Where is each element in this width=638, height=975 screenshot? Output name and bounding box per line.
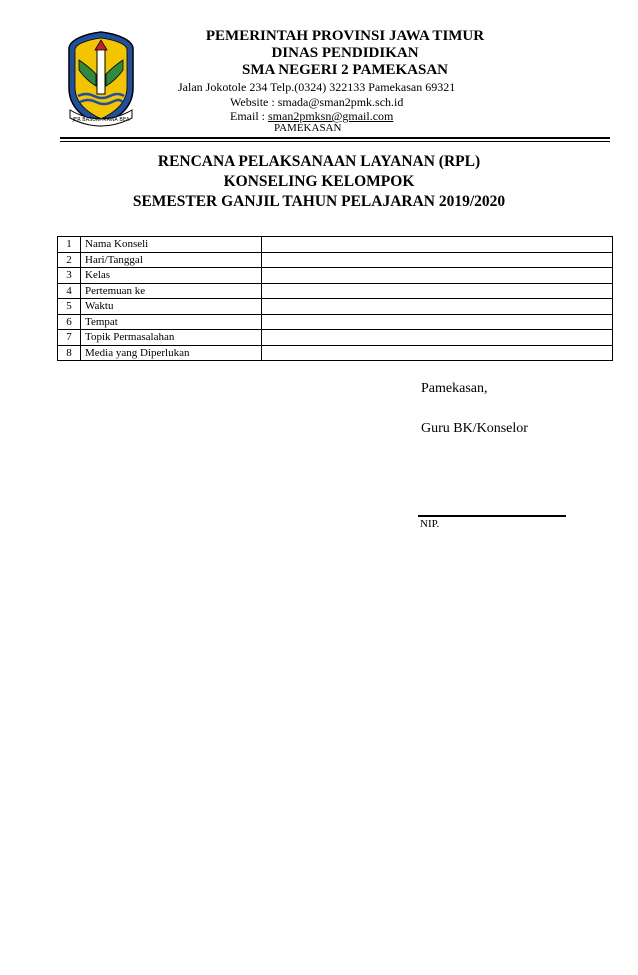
table-row bbox=[58, 237, 613, 253]
row-number: 4 bbox=[58, 283, 81, 299]
title-line-3: SEMESTER GANJIL TAHUN PELAJARAN 2019/2020 bbox=[132, 193, 506, 210]
row-number: 6 bbox=[58, 314, 81, 330]
row-value-field[interactable] bbox=[262, 237, 613, 253]
header-divider-thin bbox=[60, 141, 610, 142]
document-title bbox=[0, 152, 638, 212]
row-number: 1 bbox=[58, 237, 81, 253]
row-label: Pertemuan ke bbox=[81, 283, 262, 299]
table-row bbox=[58, 283, 613, 299]
table-row bbox=[58, 345, 613, 361]
row-number: 2 bbox=[58, 252, 81, 268]
row-value-field[interactable] bbox=[262, 299, 613, 315]
row-label: Waktu bbox=[81, 299, 262, 315]
letterhead-agency: DINAS PENDIDIKAN bbox=[271, 45, 419, 61]
row-number: 8 bbox=[58, 345, 81, 361]
letterhead-government: PEMERINTAH PROVINSI JAWA TIMUR bbox=[205, 28, 485, 44]
signature-role: Guru BK/Konselor bbox=[421, 421, 528, 436]
east-java-crest-icon bbox=[66, 30, 136, 130]
table-row bbox=[58, 252, 613, 268]
letterhead-website: Website : smada@sman2pmk.sch.id bbox=[230, 95, 404, 109]
title-line-1: RENCANA PELAKSANAAN LAYANAN (RPL) bbox=[157, 153, 481, 170]
row-label: Tempat bbox=[81, 314, 262, 330]
signature-line bbox=[418, 515, 566, 517]
row-value-field[interactable] bbox=[262, 330, 613, 346]
row-value-field[interactable] bbox=[262, 268, 613, 284]
email-link[interactable]: sman2pmksn@gmail.com bbox=[268, 109, 394, 123]
table-row bbox=[58, 268, 613, 284]
letterhead-city: PAMEKASAN bbox=[274, 122, 342, 134]
row-label: Topik Permasalahan bbox=[81, 330, 262, 346]
signature-place: Pamekasan, bbox=[421, 381, 488, 396]
row-label: Kelas bbox=[81, 268, 262, 284]
row-label: Nama Konseli bbox=[81, 237, 262, 253]
row-label: Hari/Tanggal bbox=[81, 252, 262, 268]
crest-monument bbox=[97, 48, 105, 94]
row-value-field[interactable] bbox=[262, 283, 613, 299]
row-value-field[interactable] bbox=[262, 345, 613, 361]
crest-ribbon-text: JER BASUKI MAWA BEA bbox=[72, 117, 130, 123]
email-label: Email : bbox=[230, 109, 268, 123]
row-value-field[interactable] bbox=[262, 314, 613, 330]
row-number: 5 bbox=[58, 299, 81, 315]
row-label: Media yang Diperlukan bbox=[81, 345, 262, 361]
title-line-2: KONSELING KELOMPOK bbox=[223, 173, 415, 190]
letterhead-school: SMA NEGERI 2 PAMEKASAN bbox=[242, 62, 448, 78]
table-row bbox=[58, 299, 613, 315]
row-number: 7 bbox=[58, 330, 81, 346]
row-value-field[interactable] bbox=[262, 252, 613, 268]
letterhead-address: Jalan Jokotole 234 Telp.(0324) 322133 Pamekasan 69321 bbox=[178, 80, 456, 94]
table-row bbox=[58, 330, 613, 346]
row-number: 3 bbox=[58, 268, 81, 284]
nip-label: NIP. bbox=[420, 518, 440, 530]
rpl-form-table bbox=[57, 236, 613, 361]
letterhead bbox=[150, 28, 540, 134]
header-divider-thick bbox=[60, 137, 610, 139]
table-row bbox=[58, 314, 613, 330]
